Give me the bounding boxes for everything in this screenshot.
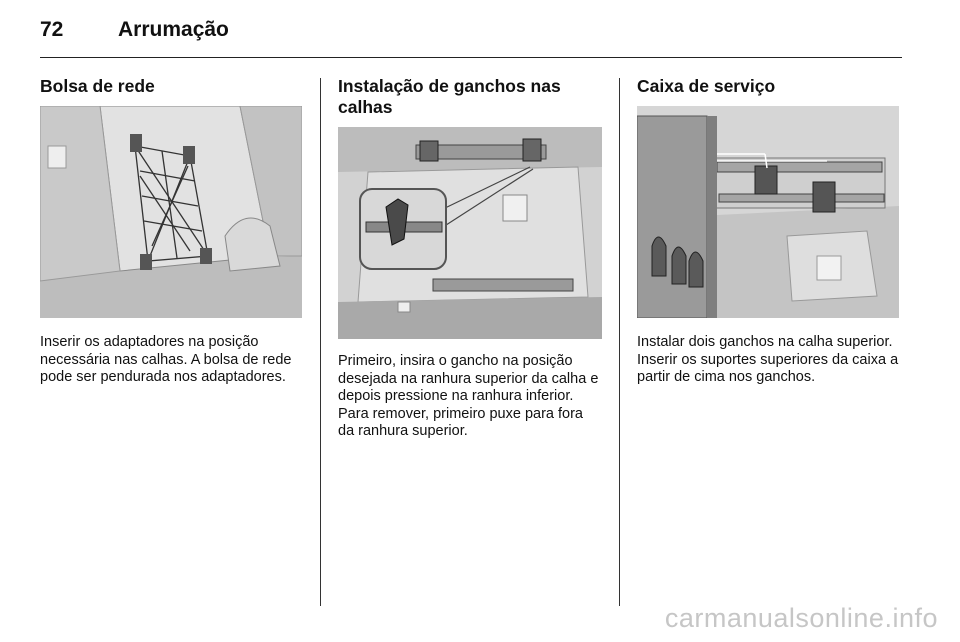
section-body: Primeiro, insira o gancho na posição desejada na ranhura superior da calha e depois pressione na ranhura inferior. Para remover, primeiro puxe para fora da ranhura superior.: [338, 353, 599, 439]
section-service-box: [637, 76, 899, 385]
watermark: carmanualsonline.info: [664, 603, 938, 633]
section-heading: Instalação de ganchos nas calhas: [338, 76, 561, 117]
section-net-bag: [40, 76, 302, 385]
page-number: 72: [40, 18, 64, 41]
section-heading: Caixa de serviço: [637, 76, 776, 96]
chapter-title: Arrumação: [118, 18, 229, 41]
header-rule: [40, 57, 902, 58]
section-body: Inserir os adaptadores na posição necessária nas calhas. A bolsa de rede pode ser pendurada nos adaptadores.: [40, 334, 292, 385]
service-box-illustration: [637, 106, 899, 318]
section-body: Instalar dois ganchos na calha superior. Inserir os suportes superiores da caixa a partir de cima nos ganchos.: [637, 334, 899, 385]
section-heading: Bolsa de rede: [40, 76, 155, 96]
section-hook-installation: [338, 76, 602, 439]
hook-rail-illustration: [338, 127, 602, 339]
page-header: [40, 18, 229, 42]
column-divider-1: [320, 78, 321, 606]
net-bag-illustration: [40, 106, 302, 318]
column-divider-2: [619, 78, 620, 606]
